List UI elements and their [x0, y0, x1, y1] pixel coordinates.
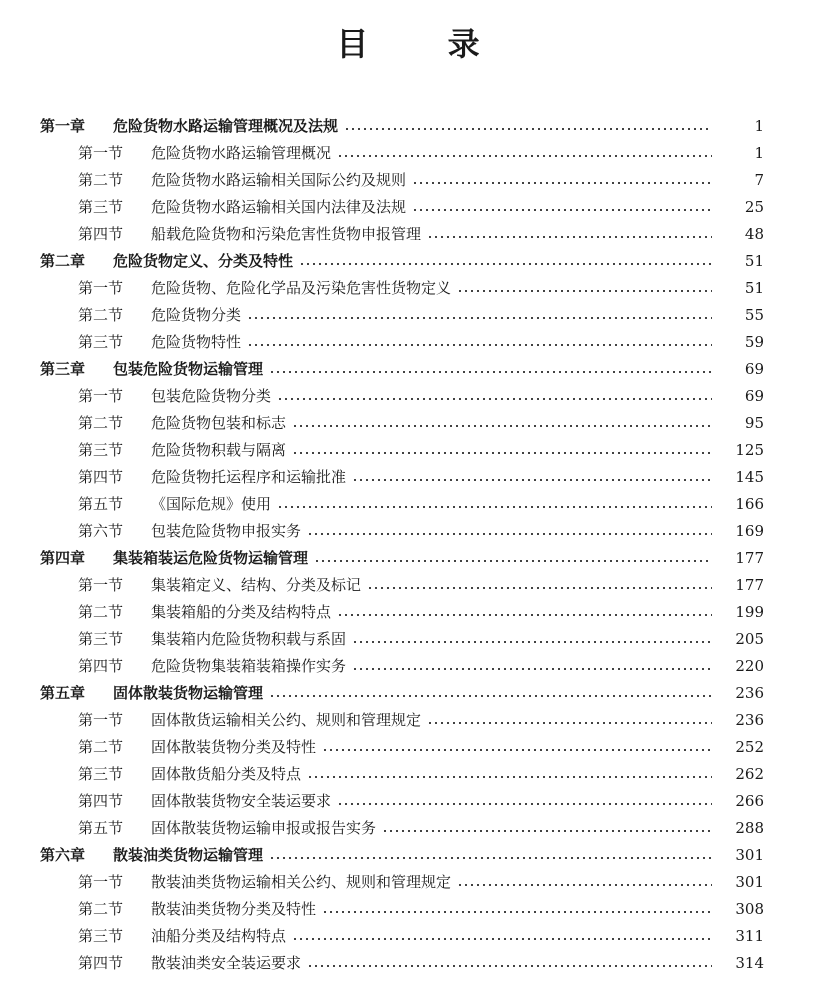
toc-entry-number: 第三节 [78, 333, 124, 351]
toc-page-number: 177 [735, 548, 764, 567]
toc-entry-title: 固体散货运输相关公约、规则和管理规定 [151, 711, 422, 729]
toc-section-row [0, 517, 816, 544]
dot-leader [277, 398, 712, 400]
toc-entry-number: 第四节 [78, 468, 124, 486]
toc-entry-title: 危险货物水路运输管理概况 [151, 144, 332, 162]
dot-leader [382, 830, 712, 832]
toc-entry-number: 第三章 [40, 360, 86, 378]
toc-page-number: 236 [735, 710, 764, 729]
toc-page-number: 314 [735, 953, 764, 972]
toc-section-row [0, 598, 816, 625]
toc-chapter-row [0, 679, 816, 706]
toc-entry-number: 第五章 [40, 684, 86, 702]
dot-leader [307, 776, 712, 778]
toc-entry-number: 第二节 [78, 171, 124, 189]
toc-entry-number: 第六章 [40, 846, 86, 864]
toc-page-number: 51 [744, 251, 764, 270]
dot-leader [352, 479, 712, 481]
toc-page-number: 69 [744, 359, 764, 378]
toc-entry-title: 集装箱船的分类及结构特点 [151, 603, 332, 621]
toc-entry-title: 危险货物特性 [151, 333, 242, 351]
dot-leader [247, 344, 712, 346]
toc-section-row [0, 949, 816, 976]
toc-entry-title: 散装油类货物运输相关公约、规则和管理规定 [151, 873, 452, 891]
toc-section-row [0, 760, 816, 787]
dot-leader [277, 506, 712, 508]
toc-page-number: 55 [744, 305, 764, 324]
toc-entry-number: 第四章 [40, 549, 86, 567]
toc-entry-number: 第四节 [78, 954, 124, 972]
dot-leader [344, 128, 712, 130]
toc-section-row [0, 274, 816, 301]
dot-leader [269, 695, 712, 697]
dot-leader [292, 452, 712, 454]
toc-entry-number: 第三节 [78, 198, 124, 216]
toc-page-number: 262 [735, 764, 764, 783]
dot-leader [337, 803, 712, 805]
toc-section-row [0, 463, 816, 490]
dot-leader [457, 290, 712, 292]
dot-leader [337, 614, 712, 616]
toc-page-number: 166 [735, 494, 764, 513]
toc-entry-number: 第一节 [78, 576, 124, 594]
toc-entry-title: 危险货物定义、分类及特性 [113, 252, 294, 270]
toc-entry-title: 油船分类及结构特点 [151, 927, 287, 945]
toc-section-row [0, 382, 816, 409]
toc-page-number: 95 [744, 413, 764, 432]
toc-section-row [0, 490, 816, 517]
toc-entry-number: 第一节 [78, 279, 124, 297]
toc-entry-number: 第三节 [78, 927, 124, 945]
dot-leader [352, 641, 712, 643]
toc-entry-number: 第四节 [78, 792, 124, 810]
toc-entry-number: 第五节 [78, 819, 124, 837]
toc-entry-number: 第二节 [78, 738, 124, 756]
dot-leader [314, 560, 712, 562]
toc-section-row [0, 166, 816, 193]
toc-entry-title: 固体散货船分类及特点 [151, 765, 302, 783]
page-title: 目 录 [336, 25, 514, 63]
toc-entry-number: 第一节 [78, 711, 124, 729]
toc-entry-title: 包装危险货物申报实务 [151, 522, 302, 540]
dot-leader [352, 668, 712, 670]
toc-entry-number: 第二章 [40, 252, 86, 270]
toc-entry-title: 固体散装货物运输申报或报告实务 [151, 819, 377, 837]
toc-entry-title: 散装油类安全装运要求 [151, 954, 302, 972]
toc-page-number: 51 [744, 278, 764, 297]
toc-page-number: 266 [735, 791, 764, 810]
toc-page-number: 301 [735, 845, 764, 864]
toc-entry-title: 散装油类货物运输管理 [113, 846, 264, 864]
dot-leader [247, 317, 712, 319]
toc-entry-number: 第二节 [78, 603, 124, 621]
toc-entry-number: 第五节 [78, 495, 124, 513]
toc-page-number: 177 [735, 575, 764, 594]
toc-section-row [0, 301, 816, 328]
toc-page-number: 1 [754, 116, 764, 135]
toc-entry-number: 第一节 [78, 144, 124, 162]
toc-entry-title: 危险货物、危险化学品及污染危害性货物定义 [151, 279, 452, 297]
toc-page-number: 205 [735, 629, 764, 648]
toc-page-number: 220 [735, 656, 764, 675]
table-of-contents [0, 112, 816, 976]
dot-leader [322, 911, 712, 913]
toc-page-number: 25 [744, 197, 764, 216]
dot-leader [307, 965, 712, 967]
toc-page-number: 308 [735, 899, 764, 918]
toc-section-row [0, 409, 816, 436]
toc-chapter-row [0, 112, 816, 139]
toc-page-number: 301 [735, 872, 764, 891]
dot-leader [412, 182, 712, 184]
toc-page-number: 125 [735, 440, 764, 459]
dot-leader [367, 587, 712, 589]
dot-leader [427, 722, 712, 724]
toc-entry-title: 集装箱定义、结构、分类及标记 [151, 576, 362, 594]
toc-section-row [0, 625, 816, 652]
toc-entry-title: 散装油类货物分类及特性 [151, 900, 317, 918]
toc-section-row [0, 787, 816, 814]
toc-entry-title: 《国际危规》使用 [151, 495, 272, 513]
toc-section-row [0, 868, 816, 895]
toc-entry-number: 第六节 [78, 522, 124, 540]
toc-entry-title: 危险货物集装箱装箱操作实务 [151, 657, 347, 675]
toc-entry-title: 危险货物分类 [151, 306, 242, 324]
toc-section-row [0, 922, 816, 949]
toc-entry-title: 危险货物水路运输管理概况及法规 [113, 117, 339, 135]
toc-section-row [0, 733, 816, 760]
toc-entry-title: 固体散装货物运输管理 [113, 684, 264, 702]
dot-leader [457, 884, 712, 886]
toc-page-number: 169 [735, 521, 764, 540]
toc-entry-title: 危险货物水路运输相关国际公约及规则 [151, 171, 407, 189]
toc-section-row [0, 193, 816, 220]
toc-section-row [0, 895, 816, 922]
toc-page-number: 69 [744, 386, 764, 405]
toc-page-number: 48 [744, 224, 764, 243]
dot-leader [292, 938, 712, 940]
toc-page-number: 252 [735, 737, 764, 756]
toc-page-number: 199 [735, 602, 764, 621]
dot-leader [269, 371, 712, 373]
toc-entry-number: 第四节 [78, 657, 124, 675]
toc-section-row [0, 652, 816, 679]
toc-page-number: 7 [754, 170, 764, 189]
toc-entry-number: 第二节 [78, 900, 124, 918]
toc-section-row [0, 436, 816, 463]
toc-page-number: 145 [735, 467, 764, 486]
toc-section-row [0, 139, 816, 166]
toc-entry-number: 第二节 [78, 306, 124, 324]
dot-leader [322, 749, 712, 751]
toc-entry-number: 第一章 [40, 117, 86, 135]
toc-entry-title: 固体散装货物分类及特性 [151, 738, 317, 756]
toc-page-number: 311 [735, 926, 764, 945]
toc-page-number: 236 [735, 683, 764, 702]
dot-leader [269, 857, 712, 859]
toc-entry-number: 第一节 [78, 387, 124, 405]
dot-leader [337, 155, 712, 157]
toc-entry-title: 包装危险货物分类 [151, 387, 272, 405]
toc-entry-title: 危险货物托运程序和运输批准 [151, 468, 347, 486]
toc-chapter-row [0, 841, 816, 868]
toc-section-row [0, 328, 816, 355]
toc-entry-title: 包装危险货物运输管理 [113, 360, 264, 378]
dot-leader [299, 263, 712, 265]
toc-entry-number: 第三节 [78, 441, 124, 459]
toc-entry-title: 集装箱装运危险货物运输管理 [113, 549, 309, 567]
toc-entry-number: 第二节 [78, 414, 124, 432]
toc-chapter-row [0, 544, 816, 571]
toc-section-row [0, 706, 816, 733]
toc-entry-number: 第三节 [78, 630, 124, 648]
toc-chapter-row [0, 355, 816, 382]
dot-leader [412, 209, 712, 211]
toc-entry-title: 危险货物积载与隔离 [151, 441, 287, 459]
toc-entry-title: 危险货物水路运输相关国内法律及法规 [151, 198, 407, 216]
toc-section-row [0, 571, 816, 598]
toc-entry-number: 第四节 [78, 225, 124, 243]
toc-section-row [0, 220, 816, 247]
dot-leader [307, 533, 712, 535]
toc-entry-title: 固体散装货物安全装运要求 [151, 792, 332, 810]
dot-leader [292, 425, 712, 427]
toc-section-row [0, 814, 816, 841]
toc-entry-title: 集装箱内危险货物积载与系固 [151, 630, 347, 648]
toc-entry-title: 危险货物包装和标志 [151, 414, 287, 432]
toc-page-number: 59 [744, 332, 764, 351]
toc-chapter-row [0, 247, 816, 274]
toc-page-number: 1 [754, 143, 764, 162]
dot-leader [427, 236, 712, 238]
toc-entry-title: 船载危险货物和污染危害性货物申报管理 [151, 225, 422, 243]
toc-page-number: 288 [735, 818, 764, 837]
toc-entry-number: 第一节 [78, 873, 124, 891]
toc-entry-number: 第三节 [78, 765, 124, 783]
